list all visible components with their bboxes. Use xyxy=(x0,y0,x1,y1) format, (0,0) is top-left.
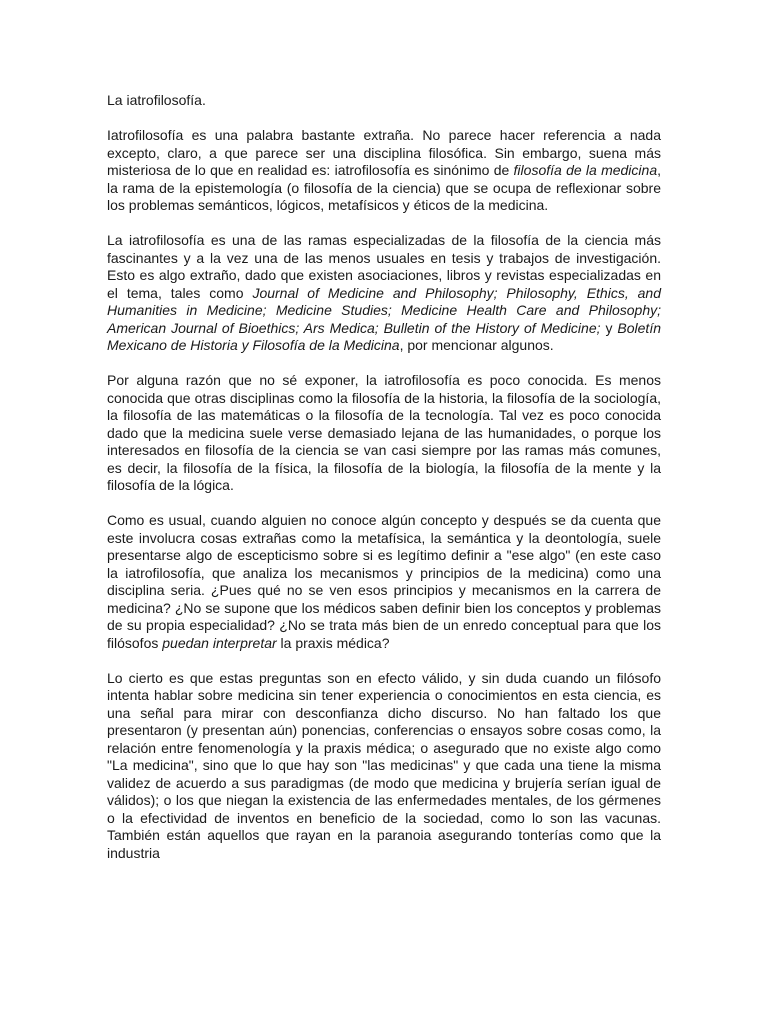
text-run: , por mencionar algunos. xyxy=(399,337,554,353)
text-run: Como es usual, cuando alguien no conoce algún concepto y después se da cuenta que este involucra cosas extrañas como la metafísica, la semántica y la deontología, suele presentarse algo de escepticismo sobre si es legítimo definir a "ese algo" (en este caso la iatrofilosofía, que analiza los mecanismos y principios de la medicina) como una disciplina seria. ¿Pues qué no se ven esos principios y mecanismos en la carrera de medicina? ¿No se supone que los médicos saben definir bien los conceptos y problemas de su propia especialidad? ¿No se trata más bien de un enredo conceptual para que los filósofos xyxy=(107,512,661,651)
text-run: , la rama de la epistemología (o filosofía de la ciencia) que se ocupa de reflexionar sobre los problemas semánticos, lógicos, metafísicos y éticos de la medicina. xyxy=(107,162,661,213)
text-run: Iatrofilosofía es una palabra bastante extraña. No parece hacer referencia a nada excepto, claro, a que parece ser una disciplina filosófica. Sin embargo, suena más misteriosa de lo que en realidad es: iatrofilosofía es sinónimo de xyxy=(107,127,661,178)
italic-run: Journal of Medicine and Philosophy; Philosophy, Ethics, and Humanities in Medicine; Medicine Studies; Medicine Health Care and Philosophy; American Journal of Bioethics; Ars Medica; Bulletin of the History of Medicine; xyxy=(107,284,662,336)
paragraph-5 xyxy=(107,670,661,863)
text-run: Lo cierto es que estas preguntas son en efecto válido, y sin duda cuando un filósofo intenta hablar sobre medicina sin tener experiencia o conocimientos en esta ciencia, es una señal para mirar con desconfianza dicho discurso. No han faltado los que presentaron (y presentan aún) ponencias, conferencias o ensayos sobre cosas como, la relación entre fenomenología y la praxis médica; o asegurado que no existe algo como "La medicina", sino que lo que hay son "las medicinas" y que cada una tiene la misma validez de acuerdo a sus paradigmas (de modo que medicina y brujería serían igual de válidos); o los que niegan la existencia de las enfermedades mentales, de los gérmenes o la efectividad de inventos en beneficio de la sociedad, como lo son las vacunas. También están aquellos que rayan en la paranoia asegurando tonterías como que la industria xyxy=(107,669,661,861)
italic-run: puedan interpretar xyxy=(162,634,277,651)
paragraph-2 xyxy=(107,232,661,355)
document-page xyxy=(107,92,661,880)
text-run: la praxis médica? xyxy=(276,634,390,651)
italic-run: filosofía de la medicina xyxy=(513,162,658,178)
paragraph-1 xyxy=(107,127,661,215)
paragraph-4 xyxy=(107,512,661,652)
italic-run: Boletín Mexicano de Historia y Filosofía de la Medicina xyxy=(107,319,661,353)
text-run: La iatrofilosofía es una de las ramas especializadas de la filosofía de la ciencia más fascinantes y a la vez una de las menos usuales en tesis y trabajos de investigación. Esto es algo extraño, dado que existen asociaciones, libros y revistas especializadas en el tema, tales como xyxy=(107,232,661,301)
text-run: Por alguna razón que no sé exponer, la iatrofilosofía es poco conocida. Es menos conocida que otras disciplinas como la filosofía de la historia, la filosofía de la sociología, la filosofía de las matemáticas o la filosofía de la tecnología. Tal vez es poco conocida dado que la medicina suele verse demasiado lejana de las humanidades, o porque los interesados en filosofía de la ciencia se van casi siempre por las ramas más comunes, es decir, la filosofía de la física, la filosofía de la biología, la filosofía de la mente y la filosofía de la lógica. xyxy=(107,372,661,493)
text-run: y xyxy=(600,319,618,336)
document-title: La iatrofilosofía. xyxy=(107,92,206,108)
paragraph-3 xyxy=(107,372,661,495)
